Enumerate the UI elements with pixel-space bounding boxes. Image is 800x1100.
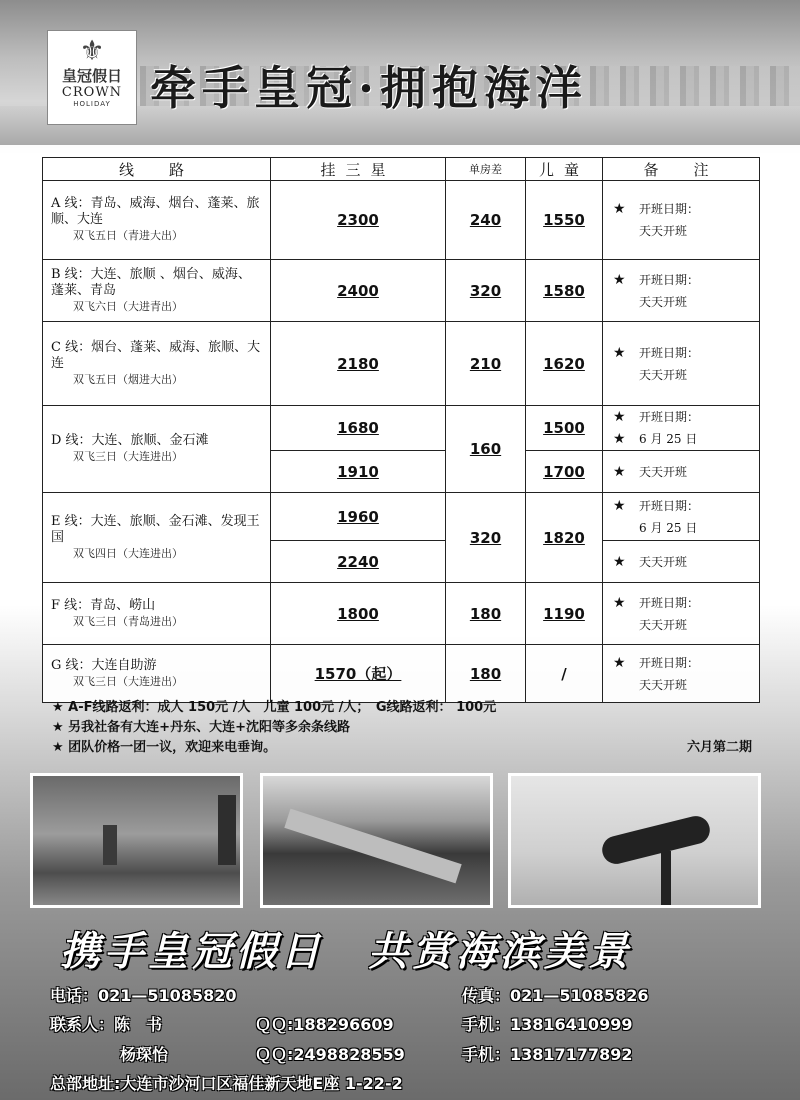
route-duration: 双飞六日（大进青出） [73, 299, 183, 313]
remark-title: 开班日期： [639, 345, 700, 360]
telescope-photo [508, 773, 761, 908]
route-name: A 线：青岛、威海、烟台、蓬莱、旅顺、大连 [51, 196, 260, 227]
fax-text: 传真：021—51085826 [462, 986, 649, 1005]
remark-cell [603, 451, 760, 493]
phone-text: 电话：021—51085820 [50, 986, 237, 1005]
price-value: 1800 [271, 583, 446, 645]
route-cell [43, 322, 271, 406]
remark-value: 天天开班 [639, 677, 688, 692]
harbor-aerial-photo [260, 773, 493, 908]
remark-cell [603, 322, 760, 406]
contact-person-2: 杨琛怡 [120, 1045, 169, 1064]
remark-title: 开班日期： [639, 595, 700, 610]
star-icon: ★ [613, 431, 626, 447]
star-icon: ★ [613, 463, 626, 480]
price-value: 1570（起） [271, 645, 446, 703]
header-slogan: 牵手皇冠·拥抱海洋 [150, 61, 589, 115]
fleur-de-lis-icon: ⚜ [79, 34, 105, 67]
pier-shape [284, 809, 461, 884]
crown-holiday-logo [47, 30, 137, 125]
single-supplement-value: 210 [446, 322, 526, 406]
footer-slogan: 携手皇冠假日 共赏海滨美景 [60, 928, 632, 975]
table-row [43, 406, 760, 451]
single-supplement-value: 320 [446, 493, 526, 583]
remark-cell [603, 181, 760, 260]
header-banner [0, 0, 800, 145]
header-single-supplement: 单房差 [446, 158, 526, 181]
remark-title: 开班日期： [639, 655, 700, 670]
child-price-value: 1620 [526, 322, 603, 406]
header-remark: 备 注 [603, 158, 760, 181]
remark-cell [603, 583, 760, 645]
remark-cell [603, 260, 760, 322]
qq-1: ＱＱ:188296609 [255, 1015, 394, 1034]
table-row [43, 493, 760, 541]
remark-title: 开班日期： [639, 498, 700, 513]
group-price-note: ★ 团队价格一团一议，欢迎来电垂询。 [52, 740, 277, 755]
header-child: 儿童 [526, 158, 603, 181]
tower-shape [218, 795, 236, 865]
route-name: B 线：大连、旅顺 、烟台、威海、蓬莱、青岛 [51, 266, 251, 298]
star-icon: ★ [613, 409, 626, 425]
table-row [43, 322, 760, 406]
star-icon: ★ [613, 344, 626, 361]
logo-subtitle: HOLIDAY [73, 100, 111, 108]
single-supplement-value: 240 [446, 181, 526, 260]
building-shape [103, 825, 117, 865]
single-supplement-value: 160 [446, 406, 526, 493]
single-supplement-value: 180 [446, 583, 526, 645]
child-price-value: 1580 [526, 260, 603, 322]
star-icon: ★ [613, 497, 626, 514]
route-duration: 双飞四日（大连进出） [73, 546, 183, 560]
child-price-value: 1190 [526, 583, 603, 645]
child-price-value: 1550 [526, 181, 603, 260]
remark-value: 天天开班 [639, 367, 688, 382]
notes-section [52, 698, 752, 758]
extra-routes-note: ★ 另我社备有大连+丹东、大连+沈阳等多余条线路 [52, 720, 350, 735]
route-duration: 双飞三日（大连进出） [73, 450, 183, 463]
route-name: E 线：大连、旅顺、金石滩、发现王国 [51, 513, 260, 545]
star-icon: ★ [613, 594, 626, 611]
price-value: 2180 [271, 322, 446, 406]
route-duration: 双飞三日（大连进出） [73, 674, 183, 688]
remark-title: 开班日期： [639, 410, 700, 424]
remark-cell [603, 645, 760, 703]
route-name: G 线：大连自助游 [51, 657, 157, 673]
price-value: 1960 [271, 493, 446, 541]
route-duration: 双飞五日（青进大出） [73, 229, 183, 242]
rebate-note: ★ A-F线路返利：成人 150元 /人 儿童 100元 /人； G线路返利： 100元 [52, 700, 497, 715]
qq-2: ＱＱ:2498828559 [255, 1045, 405, 1064]
remark-cell [603, 406, 760, 451]
route-duration: 双飞五日（烟进大出） [73, 372, 183, 386]
price-value: 1680 [271, 406, 446, 451]
route-name: C 线：烟台、蓬莱、威海、旅顺、大连 [51, 339, 261, 371]
remark-value: 天天开班 [639, 617, 688, 632]
logo-english-name: CROWN [61, 85, 123, 100]
route-cell [43, 181, 271, 260]
remark-title: 开班日期： [639, 272, 700, 287]
price-value: 2400 [271, 260, 446, 322]
remark-cell [603, 541, 760, 583]
route-cell [43, 583, 271, 645]
remark-title: 开班日期： [639, 202, 700, 216]
table-row [43, 181, 760, 260]
remark-cell [603, 493, 760, 541]
star-icon: ★ [613, 271, 626, 288]
star-icon: ★ [613, 654, 626, 671]
child-price-value: / [526, 645, 603, 703]
remark-value: 天天开班 [639, 224, 688, 238]
child-price-value: 1500 [526, 406, 603, 451]
route-cell [43, 406, 271, 493]
table-row [43, 645, 760, 703]
price-value: 2240 [271, 541, 446, 583]
star-icon: ★ [613, 201, 626, 217]
contact-person-1: 联系人：陈 书 [50, 1015, 163, 1034]
price-value: 2300 [271, 181, 446, 260]
route-cell [43, 645, 271, 703]
header-route: 线 路 [43, 158, 271, 181]
remark-value: 天天开班 [639, 294, 688, 309]
child-price-value: 1820 [526, 493, 603, 583]
header-price: 挂三星 [271, 158, 446, 181]
mobile-2: 手机：13817177892 [462, 1045, 633, 1064]
remark-value: 天天开班 [639, 464, 688, 479]
route-cell [43, 260, 271, 322]
table-row [43, 260, 760, 322]
route-cell [43, 493, 271, 583]
single-supplement-value: 320 [446, 260, 526, 322]
address-text: 总部地址:大连市沙河口区福佳新天地E座 1-22-2 [50, 1074, 403, 1093]
remark-date: 6 月 25 日 [639, 520, 698, 535]
table-row [43, 583, 760, 645]
remark-date: 6 月 25 日 [639, 432, 698, 446]
single-supplement-value: 180 [446, 645, 526, 703]
route-name: F 线：青岛、崂山 [51, 597, 156, 613]
telescope-stand-shape [661, 851, 671, 906]
price-value: 1910 [271, 451, 446, 493]
city-skyline-photo [30, 773, 243, 908]
route-price-table [42, 157, 760, 703]
star-icon: ★ [613, 553, 626, 570]
logo-chinese-name: 皇冠假日 [61, 67, 122, 85]
route-duration: 双飞三日（青岛进出） [73, 614, 183, 628]
remark-value: 天天开班 [639, 554, 688, 569]
telescope-shape [599, 813, 713, 867]
route-name: D 线：大连、旅顺、金石滩 [51, 433, 209, 448]
table-header-row [43, 158, 760, 181]
child-price-value: 1700 [526, 451, 603, 493]
mobile-1: 手机：13816410999 [462, 1015, 633, 1034]
issue-label: 六月第二期 [686, 740, 752, 755]
